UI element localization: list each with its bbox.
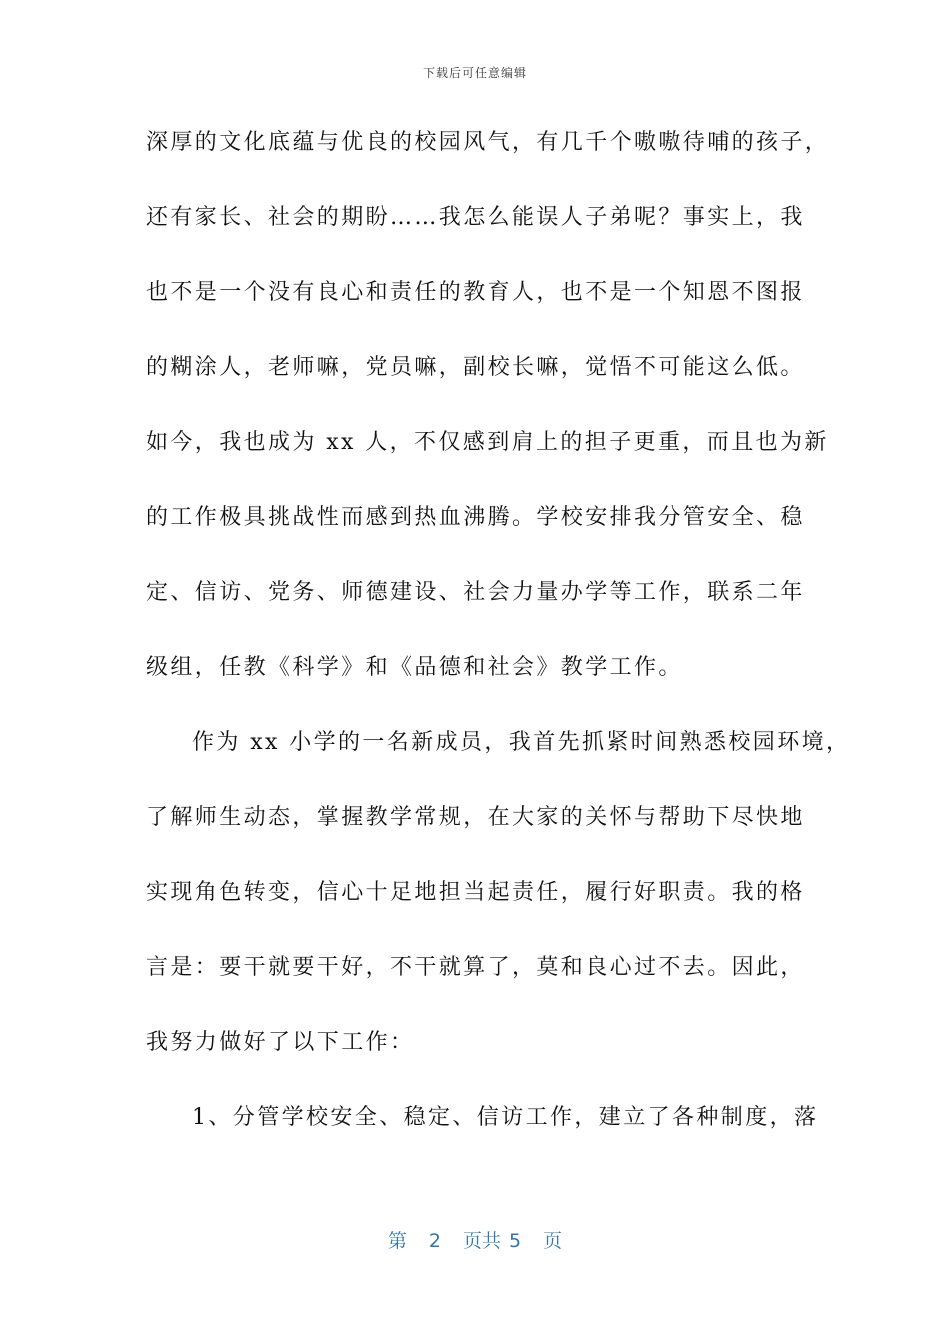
text-line: 级组，任教《科学》和《品德和社会》教学工作。 xyxy=(146,655,683,680)
text-line: 实现角色转变，信心十足地担当起责任，履行好职责。我的格 xyxy=(146,880,805,905)
text-line: 深厚的文化底蕴与优良的校园风气，有几千个嗷嗷待哺的孩子， xyxy=(146,130,830,155)
footer-middle: 页共 xyxy=(462,1230,501,1252)
footer-total-pages: 5 xyxy=(509,1230,522,1252)
text-line: 言是：要干就要干好，不干就算了，莫和良心过不去。因此， xyxy=(146,955,805,980)
text-line: 1、分管学校安全、稳定、信访工作，建立了各种制度，落 xyxy=(192,1105,819,1130)
text-line: 也不是一个没有良心和责任的教育人，也不是一个知恩不图报 xyxy=(146,280,805,305)
footer-current-page: 2 xyxy=(428,1230,441,1252)
text-line: 如今，我也成为 xx 人，不仅感到肩上的担子更重，而且也为新 xyxy=(146,430,829,455)
text-line: 作为 xx 小学的一名新成员，我首先抓紧时间熟悉校园环境， xyxy=(192,730,851,755)
text-line: 的糊涂人，老师嘛，党员嘛，副校长嘛，觉悟不可能这么低。 xyxy=(146,355,805,380)
page-footer xyxy=(0,1226,950,1253)
text-line: 我努力做好了以下工作： xyxy=(146,1030,415,1055)
text-line: 的工作极具挑战性而感到热血沸腾。学校安排我分管安全、稳 xyxy=(146,505,805,530)
text-line: 了解师生动态，掌握教学常规，在大家的关怀与帮助下尽快地 xyxy=(146,805,805,830)
footer-suffix: 页 xyxy=(543,1230,563,1252)
header-note: 下载后可任意编辑 xyxy=(422,66,527,80)
text-line: 还有家长、社会的期盼……我怎么能误人子弟呢？事实上，我 xyxy=(146,205,805,230)
footer-prefix: 第 xyxy=(387,1230,407,1252)
body-text xyxy=(146,118,851,1168)
text-line: 定、信访、党务、师德建设、社会力量办学等工作，联系二年 xyxy=(146,580,805,605)
